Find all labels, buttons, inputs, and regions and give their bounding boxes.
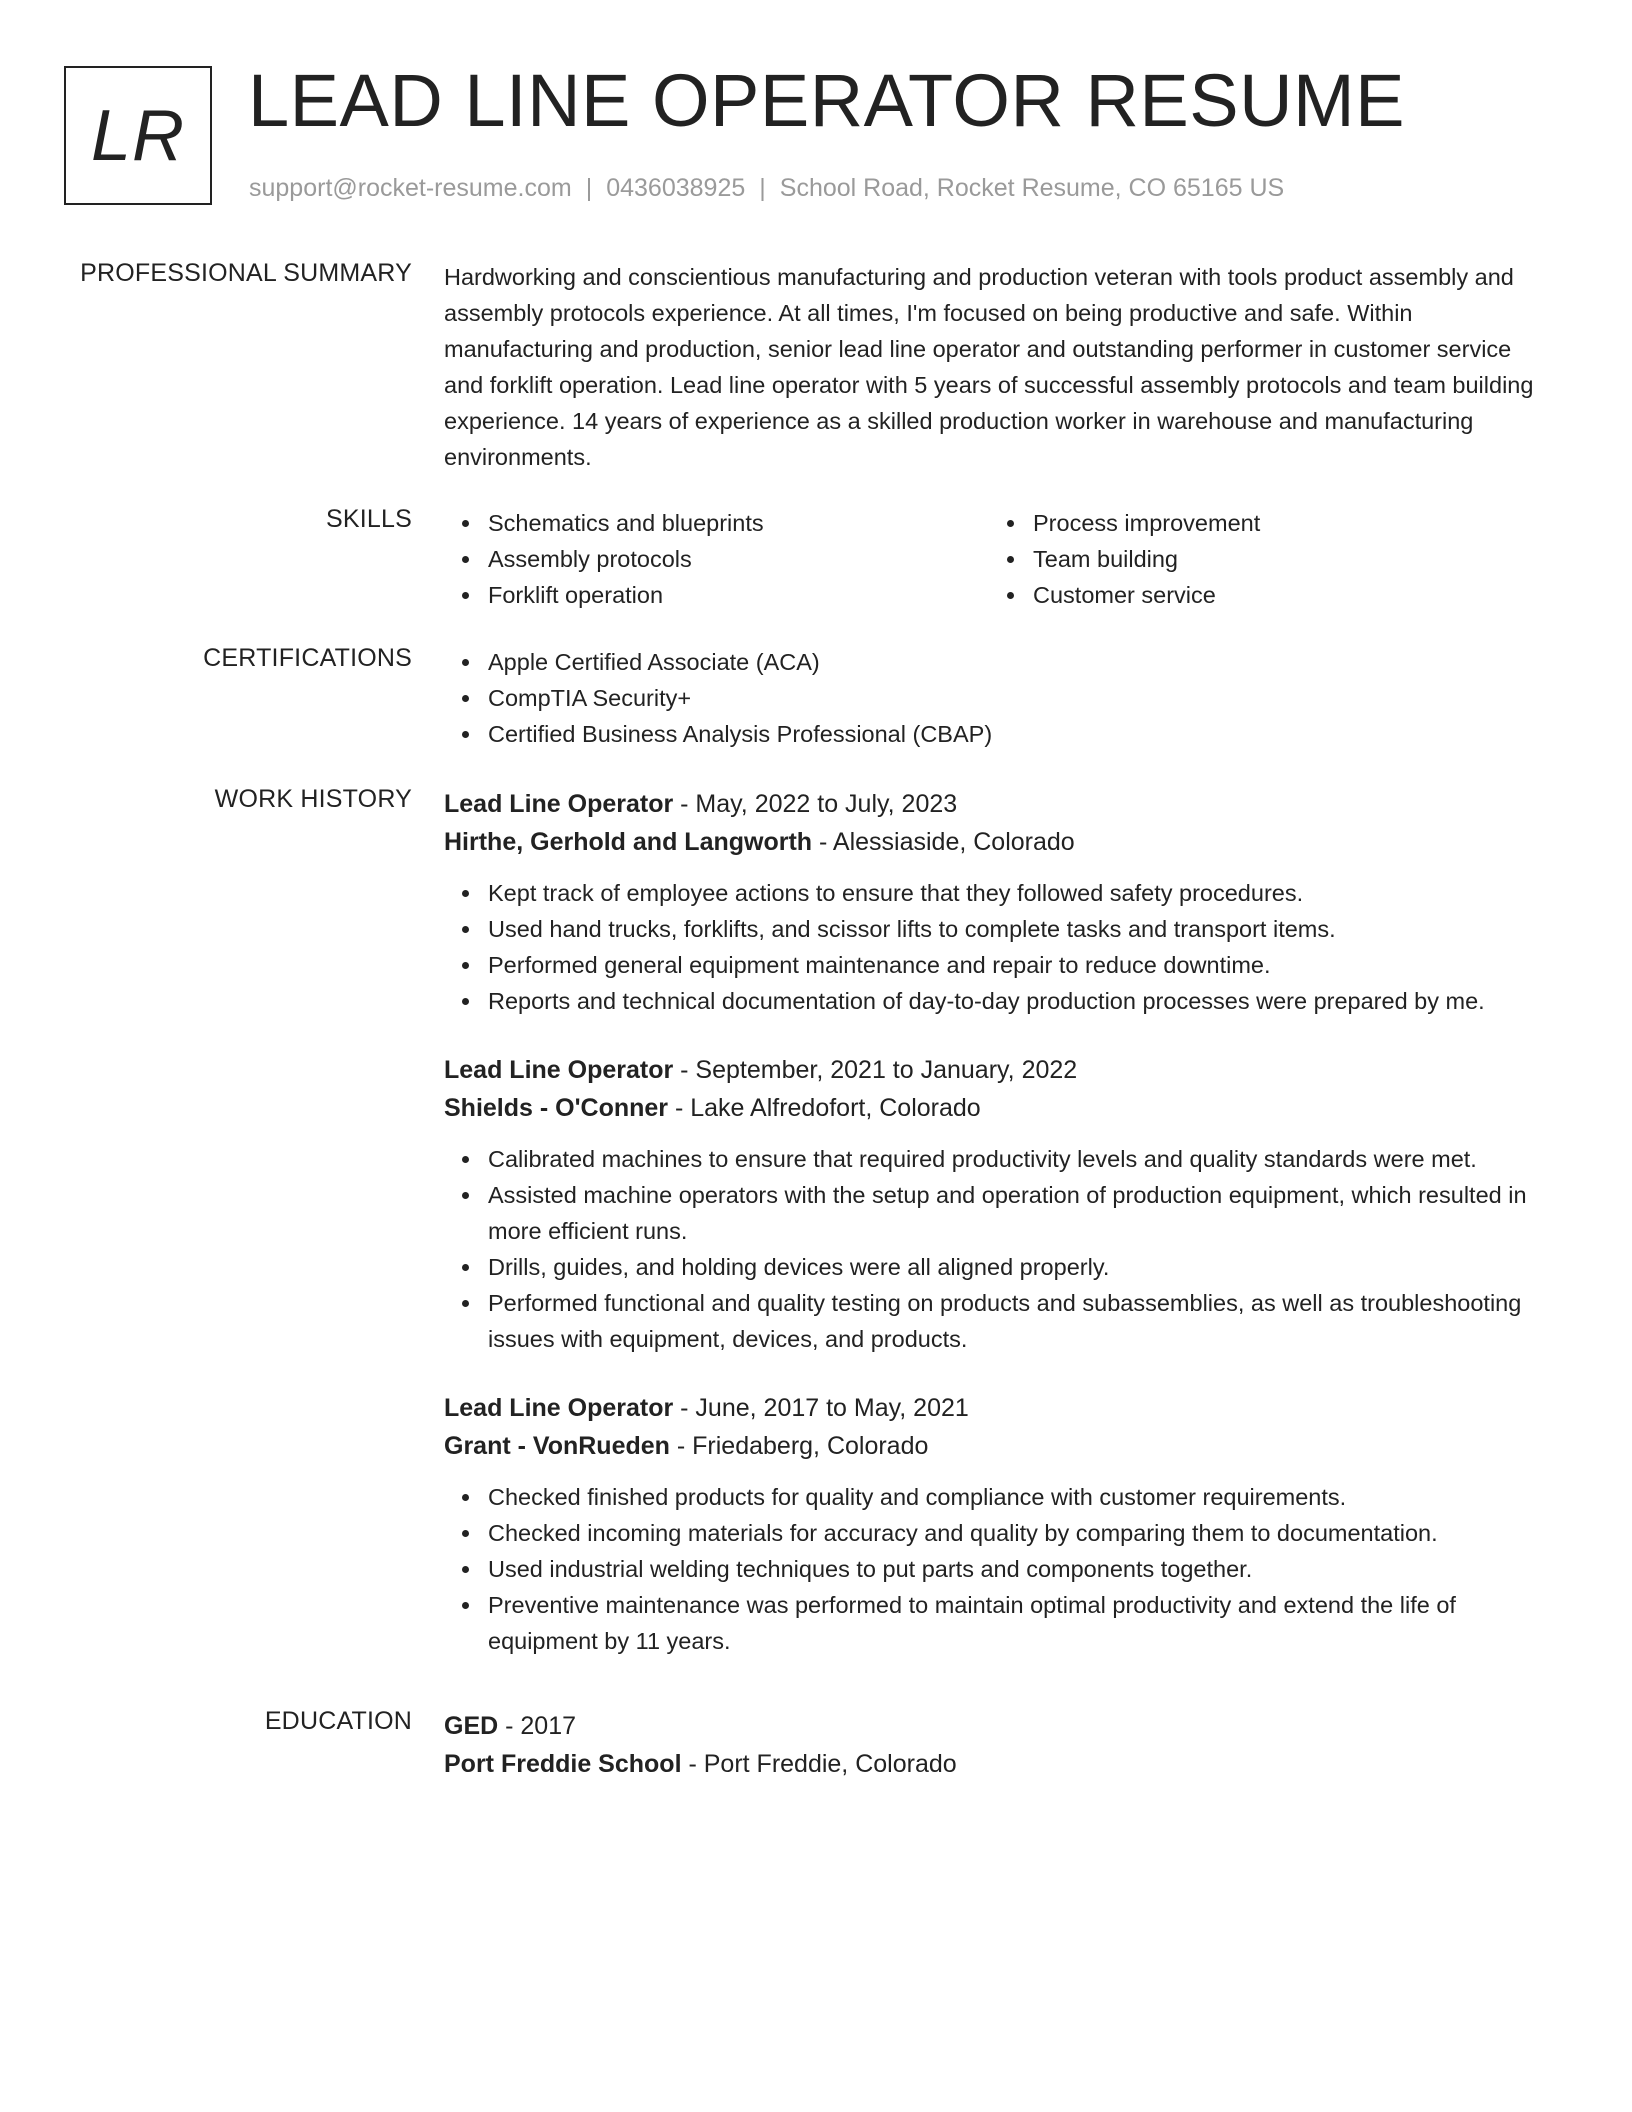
section-label-skills: SKILLS	[326, 505, 412, 533]
job-company: Grant - VonRueden	[444, 1432, 670, 1460]
education-school-line	[444, 1745, 1534, 1783]
contact-line	[249, 174, 1284, 203]
list-item: Schematics and blueprints	[488, 505, 989, 541]
job-title: Lead Line Operator	[444, 1056, 674, 1084]
education-location: - Port Freddie, Colorado	[681, 1750, 957, 1778]
job-title: Lead Line Operator	[444, 1394, 674, 1422]
skills-list-right	[989, 505, 1534, 613]
job-title-line	[444, 785, 1534, 823]
summary-body	[444, 259, 1534, 475]
job-location: - Friedaberg, Colorado	[669, 1432, 929, 1460]
list-item: Kept track of employee actions to ensure that they followed safety procedures.	[488, 875, 1534, 911]
job-entry	[444, 1389, 1534, 1659]
section-label-certifications: CERTIFICATIONS	[203, 644, 412, 672]
list-item: Drills, guides, and holding devices were all aligned properly.	[488, 1249, 1534, 1285]
education-body	[444, 1707, 1534, 1783]
resume-header	[64, 59, 1564, 216]
job-company-line	[444, 1089, 1534, 1127]
list-item: Forklift operation	[488, 577, 989, 613]
list-item: Used hand trucks, forklifts, and scissor lifts to complete tasks and transport items.	[488, 911, 1534, 947]
list-item: Certified Business Analysis Professional (CBAP)	[488, 716, 1534, 752]
list-item: Preventive maintenance was performed to maintain optimal productivity and extend the life of equipment by 11 years.	[488, 1587, 1534, 1659]
contact-separator: |	[585, 174, 593, 202]
list-item: Assisted machine operators with the setup and operation of production equipment, which resulted in more efficient runs.	[488, 1177, 1534, 1249]
list-item: Apple Certified Associate (ACA)	[488, 644, 1534, 680]
job-duties-list	[444, 1141, 1534, 1357]
section-label-education: EDUCATION	[264, 1707, 412, 1735]
list-item: Checked finished products for quality and compliance with customer requirements.	[488, 1479, 1534, 1515]
skills-body	[444, 505, 1534, 613]
skills-column-right	[989, 505, 1534, 613]
job-entry	[444, 1051, 1534, 1357]
work-history-body	[444, 785, 1534, 1691]
list-item: Team building	[1033, 541, 1534, 577]
job-company: Shields - O'Conner	[444, 1094, 669, 1122]
list-item: Performed general equipment maintenance and repair to reduce downtime.	[488, 947, 1534, 983]
summary-text: Hardworking and conscientious manufacturing and production veteran with tools product assembly and assembly protocols experience. At all times, I'm focused on being productive and safe. Within manufacturing and production, senior lead line operator and outstanding performer in customer service and forklift operation. Lead line operator with 5 years of successful assembly protocols and team building experience. 14 years of experience as a skilled production worker in warehouse and manufacturing environments.	[444, 264, 1534, 470]
certifications-body	[444, 644, 1534, 752]
job-company-line	[444, 1427, 1534, 1465]
page-title: LEAD LINE OPERATOR RESUME	[248, 59, 1406, 142]
job-company-line	[444, 823, 1534, 861]
skills-column-left	[444, 505, 989, 613]
list-item: CompTIA Security+	[488, 680, 1534, 716]
job-location: - Lake Alfredofort, Colorado	[668, 1094, 981, 1122]
contact-separator: |	[759, 174, 766, 202]
certifications-list	[444, 644, 1534, 752]
list-item: Assembly protocols	[488, 541, 989, 577]
list-item: Calibrated machines to ensure that required productivity levels and quality standards were met.	[488, 1141, 1534, 1177]
contact-email: support@rocket-resume.com	[249, 174, 572, 202]
skills-grid	[444, 505, 1534, 613]
job-duties-list	[444, 1479, 1534, 1659]
job-title: Lead Line Operator	[444, 790, 674, 818]
job-entry	[444, 785, 1534, 1019]
list-item: Performed functional and quality testing on products and subassemblies, as well as troubleshooting issues with equipment, devices, and products.	[488, 1285, 1534, 1357]
education-degree: GED	[444, 1712, 499, 1740]
job-dates: - September, 2021 to January, 2022	[673, 1056, 1078, 1084]
education-degree-line	[444, 1707, 1534, 1745]
job-dates: - May, 2022 to July, 2023	[673, 790, 958, 818]
list-item: Checked incoming materials for accuracy and quality by comparing them to documentation.	[488, 1515, 1534, 1551]
list-item: Used industrial welding techniques to put parts and components together.	[488, 1551, 1534, 1587]
job-dates: - June, 2017 to May, 2021	[673, 1394, 969, 1422]
job-location: - Alessiaside, Colorado	[812, 828, 1075, 856]
skills-list-left	[444, 505, 989, 613]
contact-phone: 0436038925	[606, 174, 746, 202]
section-label-work-history: WORK HISTORY	[214, 785, 412, 813]
list-item: Customer service	[1033, 577, 1534, 613]
job-company: Hirthe, Gerhold and Langworth	[444, 828, 813, 856]
job-title-line	[444, 1389, 1534, 1427]
job-title-line	[444, 1051, 1534, 1089]
section-label-summary: PROFESSIONAL SUMMARY	[80, 259, 412, 287]
job-duties-list	[444, 875, 1534, 1019]
list-item: Reports and technical documentation of day-to-day production processes were prepared by me.	[488, 983, 1534, 1019]
contact-address: School Road, Rocket Resume, CO 65165 US	[779, 174, 1285, 202]
education-year: - 2017	[498, 1712, 577, 1740]
list-item: Process improvement	[1033, 505, 1534, 541]
monogram-logo: LR	[64, 66, 212, 205]
education-school: Port Freddie School	[444, 1750, 682, 1778]
